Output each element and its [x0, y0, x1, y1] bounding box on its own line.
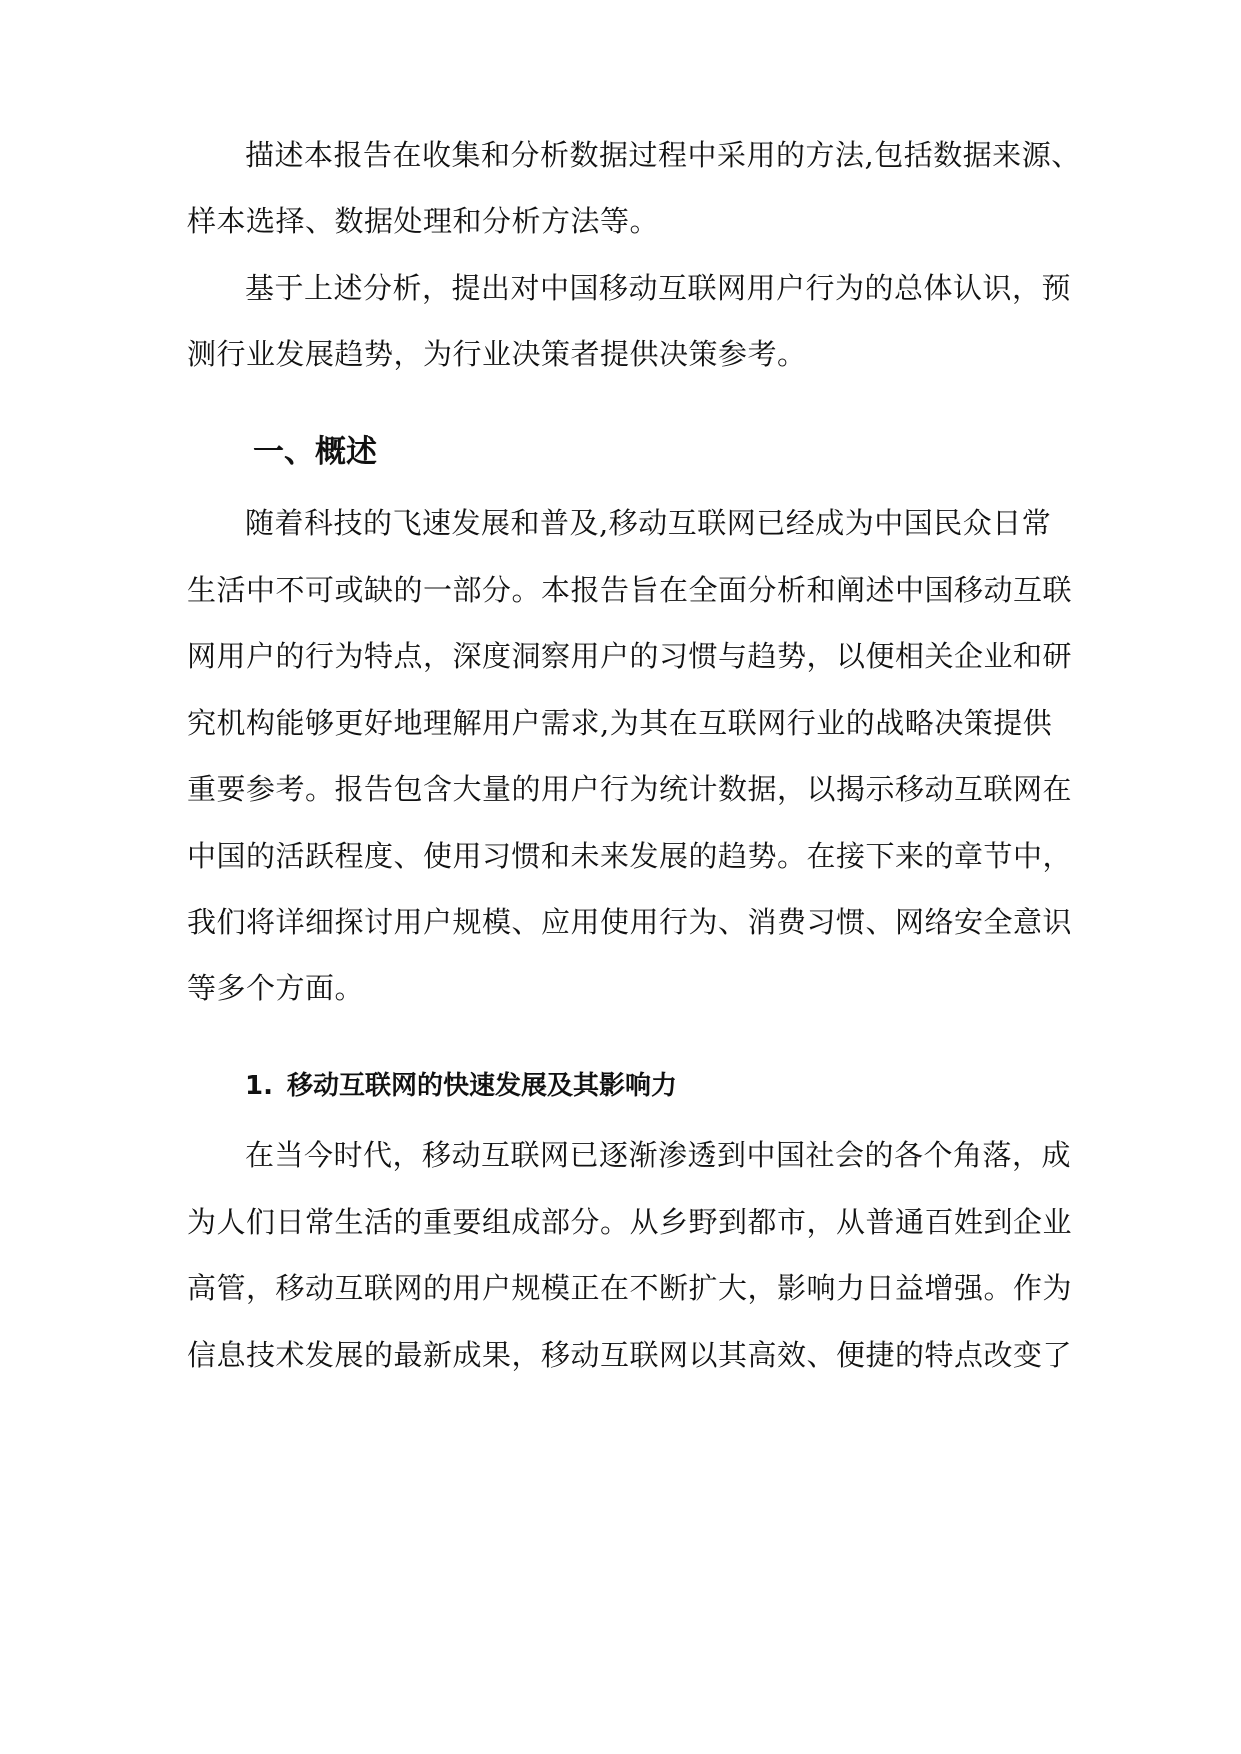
paragraph-line: 在当今时代，移动互联网已逐渐渗透到中国社会的各个角落，成: [245, 1138, 1072, 1172]
paragraph-line: 究机构能够更好地理解用户需求,为其在互联网行业的战略决策提供: [187, 706, 1053, 740]
paragraph-line: 生活中不可或缺的一部分。本报告旨在全面分析和阐述中国移动互联: [187, 573, 1073, 607]
paragraph-line: 高管，移动互联网的用户规模正在不断扩大，影响力日益增强。作为: [187, 1271, 1073, 1305]
paragraph-line: 随着科技的飞速发展和普及,移动互联网已经成为中国民众日常: [245, 506, 1052, 540]
paragraph-line: 重要参考。报告包含大量的用户行为统计数据，以揭示移动互联网在: [187, 772, 1073, 806]
paragraph-line: 信息技术发展的最新成果，移动互联网以其高效、便捷的特点改变了: [187, 1338, 1073, 1372]
paragraph-line: 描述本报告在收集和分析数据过程中采用的方法,包括数据来源、: [245, 138, 1081, 172]
section-heading: [245, 1066, 677, 1106]
paragraph-line: 中国的活跃程度、使用习惯和未来发展的趋势。在接下来的章节中，: [187, 839, 1073, 873]
chapter-heading: 一、概述: [253, 434, 377, 470]
paragraph-line: 等多个方面。: [187, 971, 365, 1005]
paragraph-line: 网用户的行为特点，深度洞察用户的习惯与趋势，以便相关企业和研: [187, 639, 1073, 673]
paragraph-line: 测行业发展趋势，为行业决策者提供决策参考。: [187, 337, 807, 371]
paragraph-line: 我们将详细探讨用户规模、应用使用行为、消费习惯、网络安全意识: [187, 905, 1073, 939]
paragraph-line: 为人们日常生活的重要组成部分。从乡野到都市，从普通百姓到企业: [187, 1205, 1073, 1239]
paragraph-line: 基于上述分析，提出对中国移动互联网用户行为的总体认识，预: [245, 271, 1072, 305]
section-number: 1.: [245, 1071, 273, 1101]
section-title: 移动互联网的快速发展及其影响力: [287, 1071, 678, 1101]
paragraph-line: 样本选择、数据处理和分析方法等。: [187, 204, 660, 238]
